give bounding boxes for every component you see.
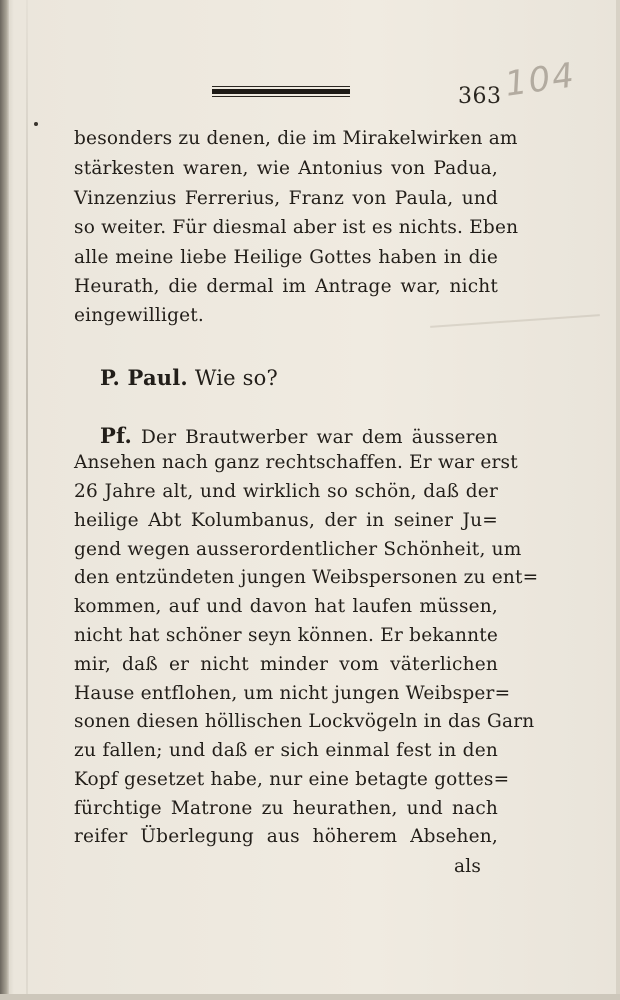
text-line: Ansehen nach ganz rechtschaffen. Er war erst bbox=[74, 452, 518, 473]
page-bottom-edge bbox=[0, 994, 620, 1000]
text-line: reifer Überlegung aus höherem Absehen, bbox=[74, 826, 498, 847]
text-line: nicht hat schöner seyn können. Er bekannte bbox=[74, 625, 498, 646]
dialogue-line bbox=[100, 365, 400, 390]
text-line: heilige Abt Kolumbanus, der in seiner Ju= bbox=[74, 510, 498, 531]
book-spine-edge bbox=[0, 0, 9, 1000]
text-line: sonen diesen höllischen Lockvögeln in das Garn bbox=[74, 711, 535, 732]
text-line: Kopf gesetzet habe, nur eine betagte gottes= bbox=[74, 769, 510, 790]
header-rule bbox=[212, 86, 350, 97]
handwritten-folio-note: 104 bbox=[502, 55, 579, 105]
text-line: fürchtige Matrone zu heurathen, und nach bbox=[74, 798, 498, 819]
text-line: besonders zu denen, die im Mirakelwirken am bbox=[74, 128, 518, 149]
ink-dot bbox=[34, 122, 38, 126]
text-line: den entzündeten jungen Weibspersonen zu ent= bbox=[74, 567, 539, 588]
dialogue-text: Wie so? bbox=[194, 366, 278, 390]
text-line: Vinzenzius Ferrerius, Franz von Paula, und bbox=[74, 188, 498, 209]
text-line: so weiter. Für diesmal aber ist es nichts. Eben bbox=[74, 217, 519, 238]
text-line: stärkesten waren, wie Antonius von Padua, bbox=[74, 158, 498, 179]
dialogue-line bbox=[100, 423, 498, 448]
page-right-edge bbox=[616, 0, 620, 1000]
text-line: eingewilliget. bbox=[74, 305, 204, 326]
text-line: kommen, auf und davon hat laufen müssen, bbox=[74, 596, 498, 617]
speaker-label: Pf. bbox=[100, 423, 132, 448]
gutter-shadow bbox=[26, 0, 28, 1000]
text-line: Hause entflohen, um nicht jungen Weibsper= bbox=[74, 683, 511, 704]
speaker-label: P. Paul. bbox=[100, 365, 188, 390]
text-line: zu fallen; und daß er sich einmal fest in den bbox=[74, 740, 498, 761]
text-line: gend wegen ausserordentlicher Schönheit, um bbox=[74, 539, 522, 560]
dialogue-text: Der Brautwerber war dem äusseren bbox=[141, 427, 498, 448]
text-line: mir, daß er nicht minder vom väterlichen bbox=[74, 654, 498, 675]
text-line: Heurath, die dermal im Antrage war, nicht bbox=[74, 276, 498, 297]
page-number: 363 bbox=[458, 84, 502, 109]
text-line: 26 Jahre alt, und wirklich so schön, daß der bbox=[74, 481, 498, 502]
text-line: alle meine liebe Heilige Gottes haben in die bbox=[74, 247, 498, 268]
catchword: als bbox=[454, 856, 482, 877]
